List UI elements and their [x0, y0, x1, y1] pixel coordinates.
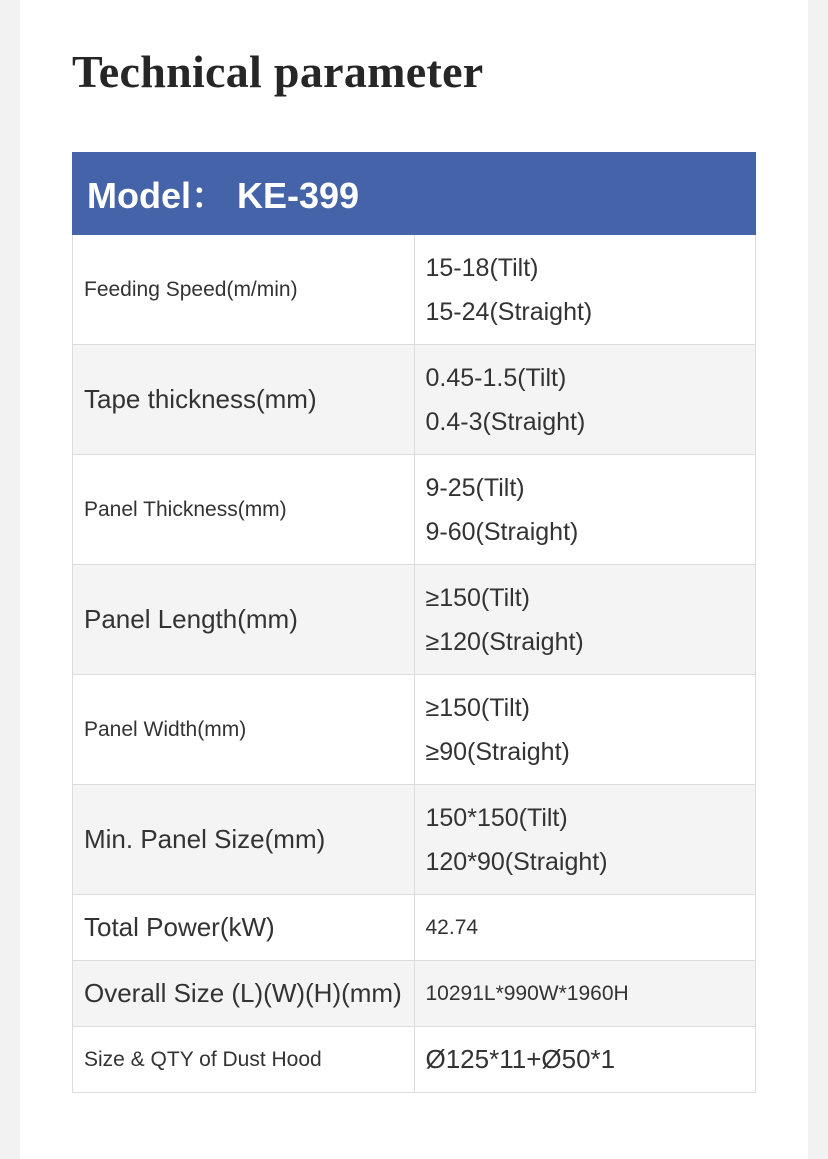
param-label: Panel Thickness(mm) [73, 455, 415, 565]
table-row [73, 961, 756, 1027]
param-value [414, 565, 756, 675]
value-line: ≥120(Straight) [425, 627, 584, 656]
table-row [73, 565, 756, 675]
table-row [73, 785, 756, 895]
value-line: ≥150(Tilt) [425, 693, 530, 722]
table-row [73, 675, 756, 785]
param-value: 42.74 [414, 895, 756, 961]
param-value [414, 675, 756, 785]
value-line: 9-60(Straight) [425, 517, 579, 546]
param-value [414, 785, 756, 895]
param-label: Feeding Speed(m/min) [73, 235, 415, 345]
value-line: 15-18(Tilt) [425, 253, 539, 282]
value-line: 15-24(Straight) [425, 297, 593, 326]
table-row [73, 235, 756, 345]
page-title: Technical parameter [72, 46, 484, 97]
param-label: Panel Length(mm) [73, 565, 415, 675]
value-line: 9-25(Tilt) [425, 473, 525, 502]
table-row [73, 1027, 756, 1093]
param-label: Overall Size (L)(W)(H)(mm) [73, 961, 415, 1027]
content-card [20, 0, 808, 1159]
value-line: 150*150(Tilt) [425, 803, 568, 832]
spec-table [72, 152, 756, 1093]
value-line: 120*90(Straight) [425, 847, 608, 876]
param-value: Ø125*11+Ø50*1 [414, 1027, 756, 1093]
param-label: Size & QTY of Dust Hood [73, 1027, 415, 1093]
param-value: 10291L*990W*1960H [414, 961, 756, 1027]
table-header-row [73, 153, 756, 235]
param-label: Tape thickness(mm) [73, 345, 415, 455]
value-line: ≥90(Straight) [425, 737, 570, 766]
table-row [73, 455, 756, 565]
value-line: 0.4-3(Straight) [425, 407, 586, 436]
param-value [414, 455, 756, 565]
param-value [414, 345, 756, 455]
param-value [414, 235, 756, 345]
model-header: Model： KE-399 [73, 153, 756, 235]
param-label: Min. Panel Size(mm) [73, 785, 415, 895]
value-line: ≥150(Tilt) [425, 583, 530, 612]
value-line: 0.45-1.5(Tilt) [425, 363, 567, 392]
param-label: Panel Width(mm) [73, 675, 415, 785]
param-label: Total Power(kW) [73, 895, 415, 961]
table-row [73, 345, 756, 455]
table-row [73, 895, 756, 961]
